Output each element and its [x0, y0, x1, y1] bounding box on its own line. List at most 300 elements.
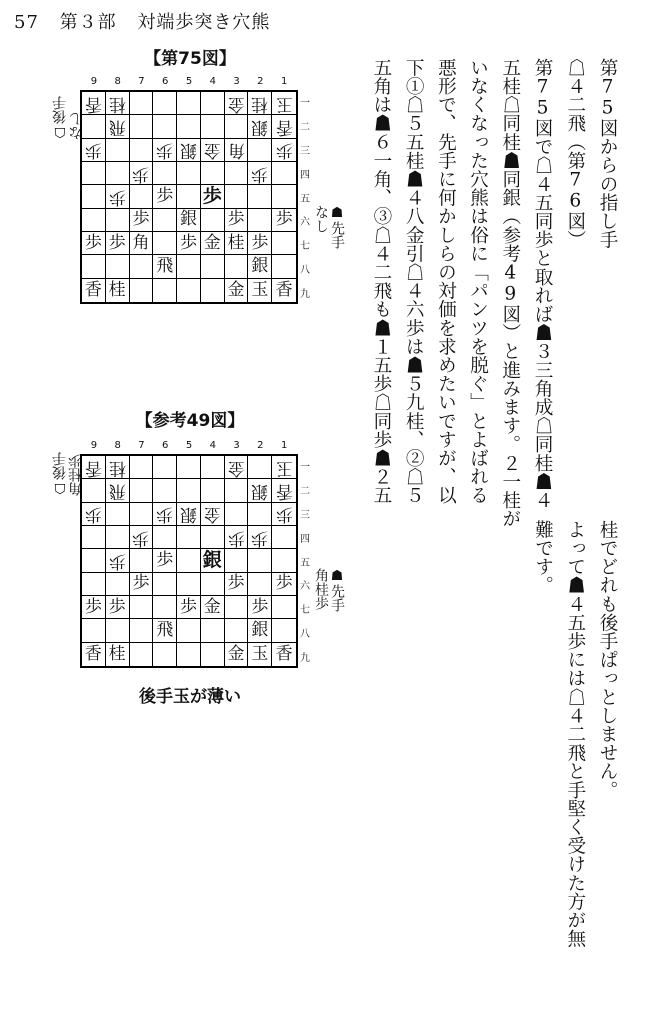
board-square: [177, 232, 201, 255]
board-square: [201, 255, 225, 278]
board-square: [201, 549, 225, 572]
text-line: ☖４二飛（第76図）: [564, 58, 586, 249]
board-square: [130, 115, 154, 138]
board-square: [201, 619, 225, 642]
diagram2-rank-labels: [300, 454, 310, 668]
board-square: [272, 162, 296, 185]
board-square: [272, 115, 296, 138]
shogi-piece: 桂: [227, 232, 245, 253]
board-square: [130, 456, 154, 479]
board-square: [201, 479, 225, 502]
shogi-piece: 歩: [84, 140, 102, 161]
board-square: [82, 619, 106, 642]
diagram2-title: 【参考49図】: [135, 411, 245, 431]
rank-label: 八: [300, 628, 310, 640]
shogi-piece: 飛: [156, 255, 174, 276]
board-square: [225, 503, 249, 526]
board-square: [130, 139, 154, 162]
text-line: 下①☖５五桂☗４八金引☖４六歩は☗５九桂、②☖５: [403, 58, 425, 505]
shogi-piece: 歩: [251, 527, 269, 548]
rank-label: 九: [300, 652, 310, 664]
shogi-piece: 銀: [202, 548, 222, 571]
text-line: 難です。: [532, 520, 554, 595]
shogi-piece: 歩: [179, 596, 197, 617]
board-square: [177, 596, 201, 619]
gote-hand-label: ☖後手: [52, 452, 68, 496]
board-square: [225, 619, 249, 642]
board-square: [130, 573, 154, 596]
shogi-piece: 香: [275, 116, 293, 137]
shogi-piece: 桂: [108, 279, 126, 300]
board-square: [225, 596, 249, 619]
body-text-lower: [526, 520, 623, 990]
part-label: 第３部: [59, 12, 117, 33]
board-square: [177, 92, 201, 115]
board-square: [248, 185, 272, 208]
board-square: [130, 596, 154, 619]
shogi-piece: 玉: [251, 643, 269, 664]
shogi-piece: 角: [132, 232, 150, 253]
board-square: [177, 526, 201, 549]
board-square: [106, 549, 130, 572]
file-label: 8: [114, 440, 121, 451]
board-square: [225, 479, 249, 502]
diagram2-board: [80, 454, 298, 668]
gote-hand-pieces: 角桂歩: [68, 454, 84, 496]
board-square: [106, 255, 130, 278]
shogi-piece: 歩: [84, 232, 102, 253]
shogi-piece: 香: [84, 643, 102, 664]
shogi-piece: 飛: [108, 116, 126, 137]
board-square: [272, 619, 296, 642]
shogi-piece: 歩: [251, 596, 269, 617]
board-square: [248, 232, 272, 255]
shogi-piece: 歩: [275, 209, 293, 230]
file-label: 3: [233, 440, 240, 451]
board-square: [272, 255, 296, 278]
shogi-piece: 金: [227, 279, 245, 300]
rank-label: 四: [300, 169, 310, 181]
shogi-piece: 飛: [156, 619, 174, 640]
shogi-piece: 歩: [156, 140, 174, 161]
shogi-piece: 香: [84, 279, 102, 300]
board-square: [248, 643, 272, 666]
text-line: 五桂☖同桂☗同銀（参考49図）と進みます。２一桂が: [499, 58, 521, 528]
shogi-piece: 飛: [108, 480, 126, 501]
board-square: [225, 139, 249, 162]
board-square: [201, 185, 225, 208]
board-square: [248, 209, 272, 232]
board-square: [225, 573, 249, 596]
board-square: [272, 643, 296, 666]
board-square: [153, 619, 177, 642]
board-square: [248, 456, 272, 479]
shogi-piece: 歩: [275, 140, 293, 161]
board-square: [272, 279, 296, 302]
shogi-piece: 歩: [227, 527, 245, 548]
shogi-piece: 歩: [108, 186, 126, 207]
file-label: 8: [114, 76, 121, 87]
shogi-piece: 歩: [132, 209, 150, 230]
shogi-piece: 歩: [251, 163, 269, 184]
board-square: [106, 162, 130, 185]
board-square: [225, 255, 249, 278]
shogi-piece: 歩: [132, 527, 150, 548]
board-square: [153, 573, 177, 596]
board-square: [248, 115, 272, 138]
board-square: [82, 279, 106, 302]
board-square: [82, 503, 106, 526]
shogi-piece: 歩: [179, 232, 197, 253]
text-line: 第75図で☖４五同歩と取れば☗３三角成☖同桂☗４: [532, 58, 553, 510]
board-square: [225, 279, 249, 302]
shogi-piece: 香: [275, 480, 293, 501]
rank-label: 五: [300, 557, 310, 569]
shogi-piece: 歩: [202, 184, 222, 207]
shogi-piece: 歩: [108, 550, 126, 571]
gote-hand-label: ☖後手: [52, 96, 68, 140]
board-square: [177, 115, 201, 138]
board-square: [106, 526, 130, 549]
rank-label: 六: [300, 217, 310, 229]
board-square: [201, 526, 225, 549]
shogi-piece: 銀: [179, 209, 197, 230]
page-number: 57: [14, 12, 39, 33]
board-square: [106, 596, 130, 619]
file-label: 1: [280, 76, 288, 87]
board-square: [272, 185, 296, 208]
shogi-piece: 金: [227, 643, 245, 664]
shogi-piece: 歩: [275, 573, 293, 594]
shogi-piece: 金: [203, 596, 221, 617]
shogi-piece: 金: [203, 232, 221, 253]
diagram2-sente-hand: [313, 568, 345, 612]
board-square: [177, 643, 201, 666]
board-square: [153, 479, 177, 502]
board-square: [106, 232, 130, 255]
board-square: [248, 596, 272, 619]
text-line: 悪形で、先手に何かしらの対価を求めたいですが、以: [435, 58, 457, 505]
file-label: 2: [257, 440, 264, 451]
file-label: 6: [162, 76, 169, 87]
board-square: [153, 115, 177, 138]
board-square: [130, 503, 154, 526]
board-square: [130, 526, 154, 549]
shogi-piece: 歩: [227, 209, 245, 230]
file-label: 5: [185, 76, 193, 87]
diagram1-rank-labels: [300, 90, 310, 304]
board-square: [248, 255, 272, 278]
board-square: [177, 549, 201, 572]
shogi-piece: 香: [275, 643, 293, 664]
diagram2-file-labels: [82, 440, 296, 451]
shogi-piece: 香: [84, 93, 102, 114]
rank-label: 七: [300, 241, 310, 253]
board-square: [225, 643, 249, 666]
sente-hand-pieces: なし: [313, 205, 329, 233]
board-square: [106, 209, 130, 232]
shogi-piece: 銀: [251, 255, 269, 276]
diagram1-gote-hand: [52, 96, 84, 140]
board-square: [225, 456, 249, 479]
diagram2-caption: 後手玉が薄い: [139, 687, 241, 707]
board-square: [130, 279, 154, 302]
board-square: [225, 185, 249, 208]
diagram2-gote-hand: [52, 452, 84, 496]
board-square: [177, 209, 201, 232]
shogi-piece: 歩: [156, 504, 174, 525]
board-square: [272, 549, 296, 572]
board-square: [248, 526, 272, 549]
text-line: 五角は☗６一角、③☖４二飛も☗１五歩☖同歩☗２五: [370, 58, 392, 505]
file-label: 1: [280, 440, 288, 451]
board-square: [153, 503, 177, 526]
board-square: [225, 115, 249, 138]
board-square: [272, 232, 296, 255]
shogi-piece: 香: [275, 279, 293, 300]
board-square: [225, 232, 249, 255]
text-line: よって☗４五歩には☖４二飛と手堅く受けた方が無: [564, 520, 586, 948]
board-square: [177, 139, 201, 162]
shogi-piece: 歩: [84, 596, 102, 617]
sente-hand-pieces: 角桂歩: [313, 568, 329, 610]
board-square: [82, 573, 106, 596]
board-square: [201, 456, 225, 479]
board-square: [106, 279, 130, 302]
diagram1-board: [80, 90, 298, 304]
shogi-piece: 歩: [84, 504, 102, 525]
board-square: [82, 643, 106, 666]
board-square: [82, 115, 106, 138]
board-square: [106, 456, 130, 479]
chapter-title: 対端歩突き穴熊: [137, 12, 271, 33]
rank-label: 五: [300, 193, 310, 205]
text-line: 第75図からの指し手: [597, 58, 618, 249]
board-square: [201, 643, 225, 666]
rank-label: 六: [300, 581, 310, 593]
gote-hand-pieces: なし: [68, 112, 84, 140]
board-square: [201, 232, 225, 255]
shogi-piece: 金: [227, 457, 245, 478]
file-label: 4: [209, 76, 216, 87]
board-square: [248, 139, 272, 162]
shogi-piece: 桂: [108, 457, 126, 478]
board-square: [130, 619, 154, 642]
shogi-piece: 銀: [251, 480, 269, 501]
shogi-piece: 歩: [251, 232, 269, 253]
shogi-piece: 桂: [108, 93, 126, 114]
shogi-piece: 玉: [251, 279, 269, 300]
board-square: [153, 279, 177, 302]
board-square: [153, 92, 177, 115]
board-square: [272, 209, 296, 232]
board-square: [130, 255, 154, 278]
board-square: [130, 92, 154, 115]
file-label: 3: [233, 76, 240, 87]
file-label: 7: [138, 76, 145, 87]
shogi-piece: 歩: [275, 504, 293, 525]
board-square: [82, 185, 106, 208]
shogi-piece: 香: [84, 457, 102, 478]
rank-label: 八: [300, 264, 310, 276]
board-square: [201, 503, 225, 526]
shogi-piece: 歩: [132, 573, 150, 594]
board-square: [248, 573, 272, 596]
board-square: [177, 573, 201, 596]
text-line: 桂でどれも後手ぱっとしません。: [597, 520, 618, 799]
board-square: [106, 185, 130, 208]
board-square: [106, 619, 130, 642]
board-square: [177, 456, 201, 479]
board-square: [106, 643, 130, 666]
board-square: [153, 643, 177, 666]
board-square: [106, 92, 130, 115]
file-label: 7: [138, 440, 145, 451]
board-square: [153, 255, 177, 278]
board-square: [248, 279, 272, 302]
board-square: [106, 115, 130, 138]
file-label: 9: [90, 440, 98, 451]
board-square: [201, 92, 225, 115]
file-label: 4: [209, 440, 216, 451]
board-square: [153, 526, 177, 549]
body-text-right: [559, 58, 623, 528]
board-square: [201, 573, 225, 596]
shogi-piece: 金: [227, 93, 245, 114]
board-square: [272, 503, 296, 526]
board-square: [82, 549, 106, 572]
sente-hand-label: ☗先手: [329, 205, 345, 249]
board-square: [130, 479, 154, 502]
shogi-piece: 歩: [108, 596, 126, 617]
board-square: [248, 479, 272, 502]
shogi-piece: 銀: [179, 140, 197, 161]
board-square: [225, 549, 249, 572]
rank-label: 四: [300, 533, 310, 545]
board-square: [177, 255, 201, 278]
board-square: [177, 619, 201, 642]
shogi-piece: 銀: [251, 116, 269, 137]
board-square: [153, 185, 177, 208]
rank-label: 三: [300, 145, 310, 157]
board-square: [82, 232, 106, 255]
board-square: [130, 185, 154, 208]
board-square: [201, 115, 225, 138]
board-square: [106, 573, 130, 596]
board-square: [130, 549, 154, 572]
board-square: [82, 255, 106, 278]
board-square: [177, 503, 201, 526]
rank-label: 二: [300, 122, 310, 134]
board-square: [248, 162, 272, 185]
diagram1-file-labels: [82, 76, 296, 87]
file-label: 5: [185, 440, 193, 451]
shogi-piece: 歩: [156, 549, 174, 570]
board-square: [225, 209, 249, 232]
board-square: [248, 549, 272, 572]
board-square: [225, 92, 249, 115]
board-square: [130, 232, 154, 255]
diagram1-sente-hand: [313, 205, 345, 249]
board-square: [248, 503, 272, 526]
board-square: [272, 456, 296, 479]
sente-hand-label: ☗先手: [329, 568, 345, 612]
board-square: [272, 479, 296, 502]
board-square: [201, 596, 225, 619]
shogi-piece: 玉: [275, 93, 293, 114]
board-square: [201, 162, 225, 185]
board-square: [82, 209, 106, 232]
shogi-piece: 歩: [227, 573, 245, 594]
text-line: いなくなった穴熊は俗に「パンツを脱ぐ」とよばれる: [467, 58, 489, 505]
shogi-piece: 歩: [108, 232, 126, 253]
board-square: [106, 139, 130, 162]
board-square: [225, 526, 249, 549]
board-square: [106, 479, 130, 502]
rank-label: 七: [300, 605, 310, 617]
file-label: 2: [257, 76, 264, 87]
board-square: [82, 139, 106, 162]
board-square: [272, 139, 296, 162]
board-square: [201, 139, 225, 162]
board-square: [225, 162, 249, 185]
board-square: [82, 596, 106, 619]
board-square: [82, 456, 106, 479]
board-square: [130, 643, 154, 666]
file-label: 6: [162, 440, 169, 451]
file-label: 9: [90, 76, 98, 87]
board-square: [201, 209, 225, 232]
board-square: [82, 92, 106, 115]
shogi-piece: 金: [203, 504, 221, 525]
shogi-piece: 銀: [251, 619, 269, 640]
board-square: [130, 162, 154, 185]
board-square: [201, 279, 225, 302]
board-square: [153, 139, 177, 162]
diagram1-title: 【第75図】: [144, 49, 236, 69]
board-square: [177, 479, 201, 502]
rank-label: 一: [300, 98, 310, 110]
board-square: [177, 185, 201, 208]
board-square: [82, 479, 106, 502]
board-square: [153, 549, 177, 572]
board-square: [130, 209, 154, 232]
board-square: [272, 526, 296, 549]
board-square: [153, 596, 177, 619]
rank-label: 三: [300, 509, 310, 521]
rank-label: 一: [300, 462, 310, 474]
board-square: [248, 92, 272, 115]
body-text-right-para: [365, 58, 558, 528]
shogi-piece: 桂: [108, 643, 126, 664]
board-square: [153, 456, 177, 479]
board-square: [82, 526, 106, 549]
shogi-piece: 銀: [179, 504, 197, 525]
shogi-piece: 金: [203, 140, 221, 161]
board-square: [153, 162, 177, 185]
rank-label: 二: [300, 486, 310, 498]
shogi-piece: 桂: [251, 93, 269, 114]
board-square: [82, 162, 106, 185]
board-square: [177, 279, 201, 302]
shogi-piece: 歩: [132, 163, 150, 184]
board-square: [153, 209, 177, 232]
board-square: [153, 232, 177, 255]
board-square: [272, 92, 296, 115]
shogi-piece: 角: [227, 140, 245, 161]
page-header: [14, 8, 284, 34]
board-square: [248, 619, 272, 642]
